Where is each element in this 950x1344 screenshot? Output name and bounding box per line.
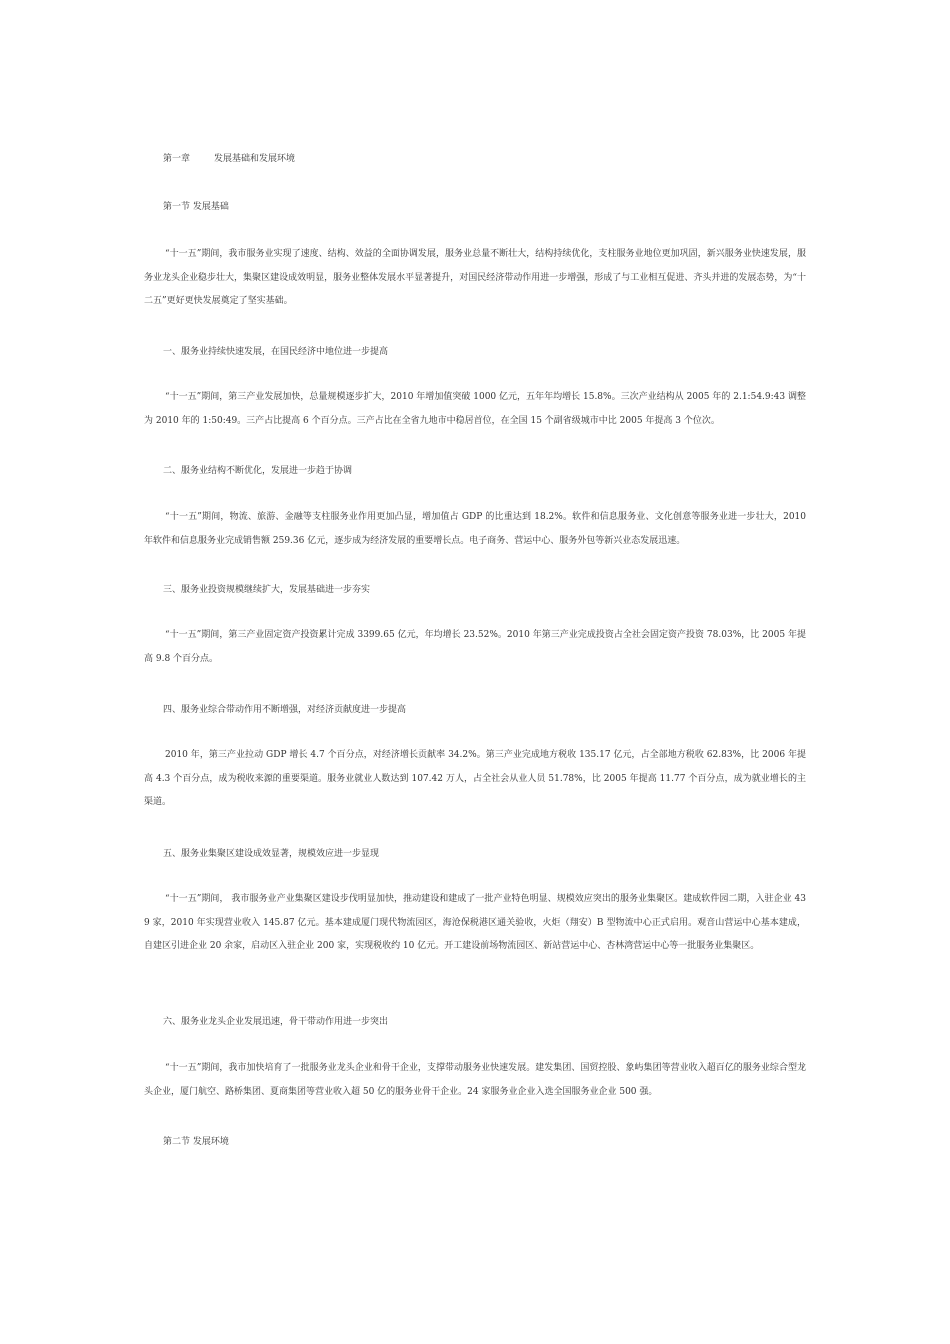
subsection-paragraph-6: “十一五”期间，我市加快培育了一批服务业龙头企业和骨干企业，支撑带动服务业快速发展。建发集团、国贸控股、象屿集团等营业收入超百亿的服务业综合型龙头企业，厦门航空、路桥集团、夏商集团等营业收入超 50 亿的服务业骨干企业。24 家服务业企业入选全国服务业企业 500 强。 bbox=[144, 1063, 806, 1097]
subsection-paragraph-4: 2010 年，第三产业拉动 GDP 增长 4.7 个百分点，对经济增长贡献率 34.2%。第三产业完成地方税收 135.17 亿元，占全部地方税收 62.83%，比 2006 年提高 4.3 个百分点，成为税收来源的重要渠道。服务业就业人数达到 107.42 万人，占全社会从业人员 51.78%，比 2005 年提高 11.77 个百分点，成为就业增长的主渠道。 bbox=[144, 750, 806, 807]
subsection-heading-1: 一、服务业持续快速发展，在国民经济中地位进一步提高 bbox=[163, 347, 389, 357]
subsection-paragraph-2: “十一五”期间，物流、旅游、金融等支柱服务业作用更加凸显，增加值占 GDP 的比重达到 18.2%。软件和信息服务业、文化创意等服务业进一步壮大，2010 年软件和信息服务业完成销售额 259.36 亿元，逐步成为经济发展的重要增长点。电子商务、营运中心、服务外包等新兴业态发展迅速。 bbox=[144, 512, 806, 546]
section-title-1: 第一节 发展基础 bbox=[163, 202, 229, 212]
subsection-paragraph-1: “十一五”期间，第三产业发展加快，总量规模逐步扩大，2010 年增加值突破 1000 亿元，五年年均增长 15.8%。三次产业结构从 2005 年的 2.1:54.9:43 调整为 2010 年的 1:50:49。三产占比提高 6 个百分点。三产占比在全省九地市中稳居首位，在全国 15 个副省级城市中比 2005 年提高 3 个位次。 bbox=[144, 392, 806, 426]
section-title-2: 第二节 发展环境 bbox=[163, 1137, 229, 1147]
chapter-title bbox=[163, 152, 295, 166]
subsection-paragraph-3: “十一五”期间，第三产业固定资产投资累计完成 3399.65 亿元，年均增长 23.52%。2010 年第三产业完成投资占全社会固定资产投资 78.03%，比 2005 年提高 9.8 个百分点。 bbox=[144, 630, 806, 664]
subsection-heading-6: 六、服务业龙头企业发展迅速，骨干带动作用进一步突出 bbox=[163, 1017, 389, 1027]
subsection-heading-4: 四、服务业综合带动作用不断增强，对经济贡献度进一步提高 bbox=[163, 705, 407, 715]
chapter-label: 第一章 bbox=[163, 154, 191, 164]
subsection-heading-3: 三、服务业投资规模继续扩大，发展基础进一步夯实 bbox=[163, 585, 371, 595]
subsection-paragraph-5: “十一五”期间， 我市服务业产业集聚区建设步伐明显加快，推动建设和建成了一批产业特色明显、规模效应突出的服务业集聚区。建成软件园二期，入驻企业 439 家，2010 年实现营业收入 145.87 亿元。基本建成厦门现代物流园区，海沧保税港区通关验收，火炬（翔安）B 型物流中心正式启用。观音山营运中心基本建成，自建区引进企业 20 余家，启动区入驻企业 200 家，实现税收约 10 亿元。开工建设前场物流园区、新站营运中心、杏林湾营运中心等一批服务业集聚区。 bbox=[144, 894, 806, 951]
subsection-heading-5: 五、服务业集聚区建设成效显著，规模效应进一步显现 bbox=[163, 849, 380, 859]
section-intro-paragraph: “十一五”期间，我市服务业实现了速度、结构、效益的全面协调发展，服务业总量不断壮大，结构持续优化，支柱服务业地位更加巩固，新兴服务业快速发展，服务业龙头企业稳步壮大，集聚区建设成效明显，服务业整体发展水平显著提升，对国民经济带动作用进一步增强，形成了与工业相互促进、齐头并进的发展态势，为“十二五”更好更快发展奠定了坚实基础。 bbox=[144, 249, 806, 306]
subsection-heading-2: 二、服务业结构不断优化，发展进一步趋于协调 bbox=[163, 466, 353, 476]
chapter-name: 发展基础和发展环境 bbox=[214, 154, 296, 164]
